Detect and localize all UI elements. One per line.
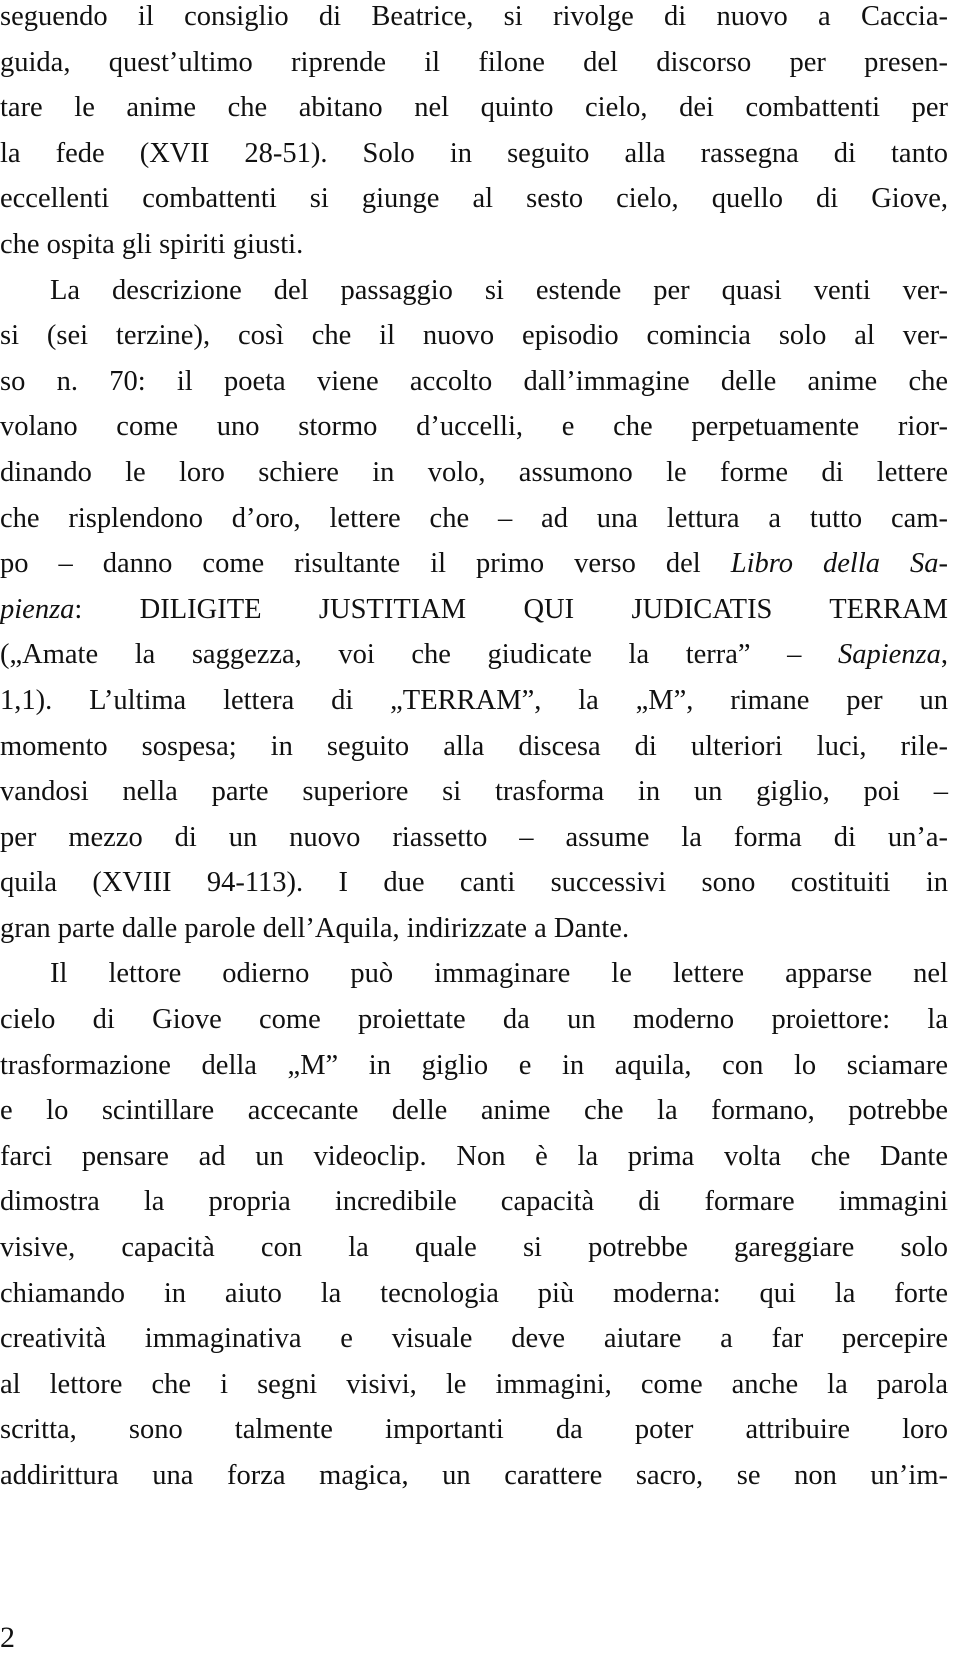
text-line: addirittura una forza magica, un carattere sacro, se non un’im- (0, 1460, 948, 1491)
text-line: si (sei terzine), così che il nuovo episodio comincia solo al ver- (0, 320, 948, 352)
italic-title: Libro della Sa- (730, 548, 949, 580)
text-line: che risplendono d’oro, lettere che – ad una lettura a tutto cam- (0, 502, 948, 534)
text-line (0, 632, 948, 678)
text-line: al lettore che i segni visivi, le immagini, come anche la parola (0, 1368, 948, 1400)
text-line: e lo scintillare accecante delle anime che la formano, potrebbe (0, 1095, 948, 1127)
text-line: la fede (XVII 28-51). Solo in seguito alla rassegna di tanto (0, 137, 948, 169)
text-segment: , (940, 639, 949, 671)
text-line: che ospita gli spiriti giusti. (0, 228, 304, 260)
text-line: 1,1). L’ultima lettera di „TERRAM”, la „M”, rimane per un (0, 684, 948, 716)
text-line: gran parte dalle parole dell’Aquila, indirizzate a Dante. (0, 912, 630, 944)
text-line: seguendo il consiglio di Beatrice, si rivolge di nuovo a Caccia- (0, 1, 948, 32)
text-line: dimostra la propria incredibile capacità di formare immagini (0, 1186, 948, 1218)
text-line: vandosi nella parte superiore si trasforma in un giglio, poi – (0, 776, 948, 808)
italic-title: pienza (0, 593, 75, 625)
text-line: per mezzo di un nuovo riassetto – assume la forma di un’a- (0, 821, 948, 853)
text-line: dinando le loro schiere in volo, assumono le forme di lettere (0, 456, 948, 488)
text-line: creatività immaginativa e visuale deve aiutare a far percepire (0, 1323, 948, 1355)
text-line: quila (XVIII 94-113). I due canti successivi sono costituiti in (0, 867, 948, 899)
italic-title: Sapienza (837, 639, 941, 671)
text-line: scritta, sono talmente importanti da poter attribuire loro (0, 1414, 948, 1446)
text-line: volano come uno stormo d’uccelli, e che perpetuamente rior- (0, 411, 948, 443)
text-line: cielo di Giove come proiettate da un moderno proiettore: la (0, 1004, 948, 1036)
text-segment: („Amate la saggezza, voi che giudicate la terra” – (0, 639, 802, 671)
text-line: eccellenti combattenti si giunge al sesto cielo, quello di Giove, (0, 183, 948, 215)
text-line: farci pensare ad un videoclip. Non è la prima volta che Dante (0, 1140, 948, 1172)
text-line: Il lettore odierno può immaginare le lettere apparse nel (50, 958, 948, 990)
text-segment: : DILIGITE JUSTITIAM QUI JUDICATIS TERRAM (74, 593, 948, 625)
text-line: tare le anime che abitano nel quinto cielo, dei combattenti per (0, 92, 948, 124)
text-line: La descrizione del passaggio si estende per quasi venti ver- (50, 274, 948, 306)
page-number: 2 (0, 1621, 15, 1654)
text-line: so n. 70: il poeta viene accolto dall’immagine delle anime che (0, 365, 948, 397)
text-line: visive, capacità con la quale si potrebbe gareggiare solo (0, 1232, 948, 1264)
text-line (0, 587, 948, 633)
text-line: momento sospesa; in seguito alla discesa di ulteriori luci, rile- (0, 730, 948, 762)
text-line: chiamando in aiuto la tecnologia più moderna: qui la forte (0, 1277, 948, 1309)
text-segment: po – danno come risultante il primo verso del (0, 548, 701, 580)
text-line: guida, quest’ultimo riprende il filone del discorso per presen- (0, 46, 948, 78)
text-line: trasformazione della „M” in giglio e in aquila, con lo sciamare (0, 1049, 948, 1081)
text-line (0, 541, 948, 587)
